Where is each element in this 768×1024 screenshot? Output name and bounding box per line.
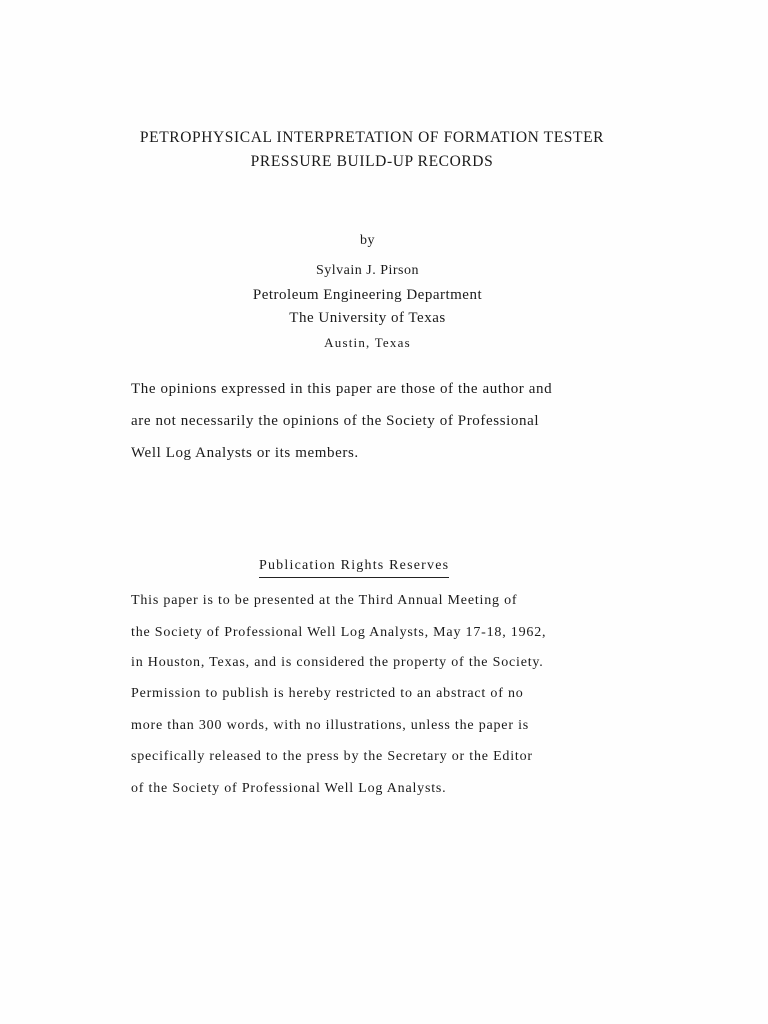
city-name: Austin, Texas bbox=[324, 335, 411, 350]
rights-notice-line-1: This paper is to be presented at the Third Annual Meeting of bbox=[131, 593, 518, 608]
rights-notice-line-2: the Society of Professional Well Log Analysts, May 17-18, 1962, bbox=[131, 625, 547, 640]
department-name: Petroleum Engineering Department bbox=[252, 287, 483, 303]
disclaimer-line-1: The opinions expressed in this paper are those of the author and bbox=[131, 381, 553, 397]
rights-notice-line-6: specifically released to the press by the Secretary or the Editor bbox=[131, 749, 533, 764]
paper-title-line-1: PETROPHYSICAL INTERPRETATION OF FORMATION TESTER bbox=[139, 129, 605, 146]
author-name: Sylvain J. Pirson bbox=[315, 263, 419, 278]
rights-notice-line-7: of the Society of Professional Well Log Analysts. bbox=[131, 781, 447, 796]
disclaimer-line-2: are not necessarily the opinions of the Society of Professional bbox=[131, 413, 540, 429]
publication-rights-heading: Publication Rights Reserves bbox=[259, 559, 449, 578]
paper-title-line-2: PRESSURE BUILD-UP RECORDS bbox=[250, 153, 494, 170]
disclaimer-line-3: Well Log Analysts or its members. bbox=[131, 445, 359, 461]
by-label: by bbox=[360, 233, 375, 248]
rights-notice-line-3: in Houston, Texas, and is considered the property of the Society. bbox=[131, 655, 544, 670]
university-name: The University of Texas bbox=[289, 310, 446, 326]
rights-notice-line-4: Permission to publish is hereby restricted to an abstract of no bbox=[131, 686, 524, 701]
rights-notice-line-5: more than 300 words, with no illustrations, unless the paper is bbox=[131, 718, 530, 733]
